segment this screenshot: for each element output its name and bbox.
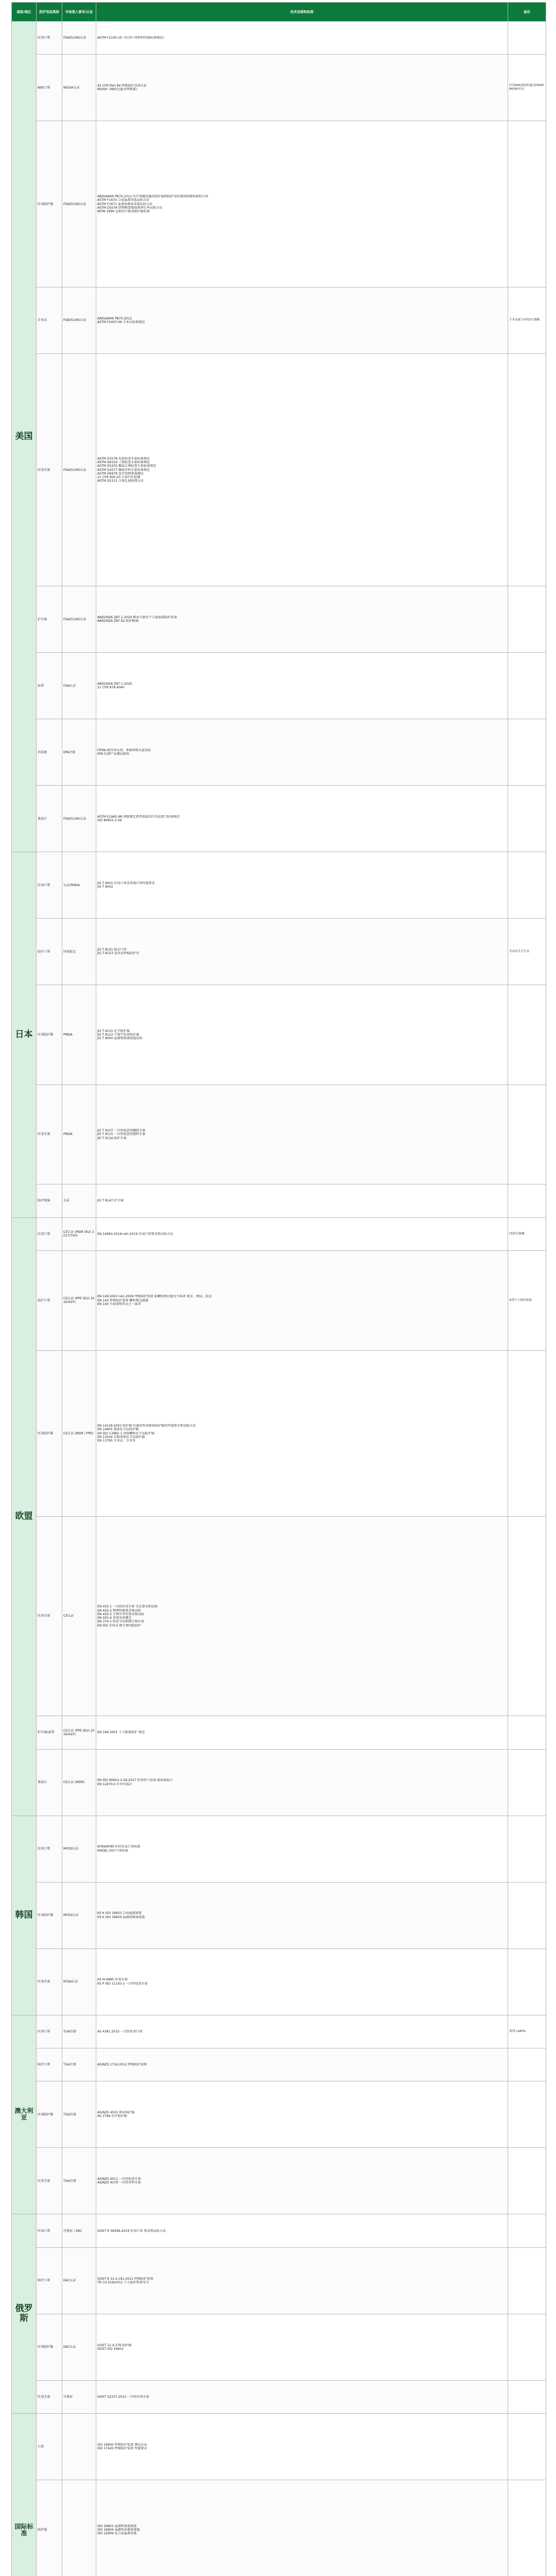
standard-line: EPA 抗菌产品测试指南 [97, 752, 129, 756]
standard-line: EN 374-1 防化学品和微生物手套 [97, 1620, 144, 1624]
certification-cell: TGA注册 [62, 2048, 96, 2081]
standard-line: GOST ISO 16603 [97, 2347, 124, 2351]
category-cell: 护目镜/面罩 [37, 1716, 62, 1749]
category-cell: 面罩 [37, 653, 62, 719]
standard-line: GOST R 58396-2019 医用口罩 要求和试验方法 [97, 2229, 166, 2233]
category-cell: 医用口罩 [37, 1217, 62, 1250]
standard-line: JIS T 8147 护目镜 [97, 1199, 124, 1203]
table-header [12, 3, 546, 22]
certification-cell: FDA(510K)认证 [62, 586, 96, 653]
standards-cell [96, 919, 508, 985]
standard-line: ASTM D5151 手套孔洞检测方法 [97, 479, 144, 483]
certification-cell: MFDS认证 [62, 1816, 96, 1882]
standards-cell [96, 2314, 508, 2380]
category-cell: 医用口罩 [37, 1816, 62, 1882]
certification-cell: FDA(510K)认证 [62, 121, 96, 287]
certification-cell: FDA(510K)认证 [62, 22, 96, 55]
certification-cell: FDA(510K)认证 [62, 287, 96, 353]
certification-cell: EAC认证 [62, 2314, 96, 2380]
col-notes: 备注 [508, 3, 546, 22]
standard-line: ANSI/ISEA Z87.1-2020 [97, 682, 132, 686]
certification-cell: CE认证 (PPE (EU) 2016/425) [62, 1716, 96, 1749]
certification-cell: FDA(510K)认证 [62, 786, 96, 852]
category-cell: 防护口罩 [37, 2048, 62, 2081]
category-cell: 防护眼镜 [37, 1184, 62, 1217]
certification-cell: EPA注册 [62, 719, 96, 786]
standards-cell [96, 2247, 508, 2314]
standard-line: EN 149:2001+A1:2009 呼吸防护装置 防颗粒物过滤式半面罩 要求、测试、标记 [97, 1295, 212, 1299]
country-cell: 美国 [12, 22, 37, 852]
standard-line: AS 4381:2015 一次性医用口罩 [97, 2029, 143, 2033]
certification-cell: 注册证 / EAC [62, 2214, 96, 2247]
note-cell: 手术衣属于II类医疗器械 [508, 287, 546, 353]
standard-line: JIS T 9107 一次性检查用橡胶手套 [97, 1129, 146, 1133]
table-row [12, 2048, 546, 2081]
standard-line: NFPA 1999 急救医疗服务防护服标准 [97, 210, 150, 214]
standard-line: ASTM F2407-06 手术衣标准规范 [97, 320, 145, 324]
standards-cell [96, 2081, 508, 2148]
standard-line: ISO 22609 抗合成血液穿透 [97, 2532, 137, 2536]
standards-cell [96, 2148, 508, 2214]
standard-line: ISO 16900 呼吸防护装置 测试方法 [97, 2443, 147, 2447]
note-cell [508, 985, 546, 1084]
standard-line: KS P ISO 11193-1 一次性检查手套 [97, 1981, 148, 1986]
note-cell [508, 786, 546, 852]
category-cell: 消毒液 [37, 719, 62, 786]
category-cell: 医用防护服 [37, 985, 62, 1084]
standard-line: AS 3789 医疗防护服 [97, 2114, 127, 2119]
note-cell [508, 2214, 546, 2247]
standard-line: ANSI/AAMI PB70:2012 医疗保健设施用防护服和防护帘的液体阻隔性能和分类 [97, 194, 208, 198]
note-cell [508, 2480, 546, 2576]
certification-cell: TGA注册 [62, 2081, 96, 2148]
category-cell: 防护口罩 [37, 2247, 62, 2314]
note-cell [508, 2081, 546, 2148]
table-row [12, 1084, 546, 1184]
note-cell [508, 1517, 546, 1716]
category-cell: 医用防护服 [37, 121, 62, 287]
standard-line: 42 CFR Part 84 呼吸防护设备认证 [97, 84, 147, 88]
certification-cell: EAC认证 [62, 2247, 96, 2314]
country-cell: 俄罗斯 [12, 2214, 37, 2414]
standard-line: 21 CFR 800.20 手套针孔检测 [97, 476, 141, 480]
standards-cell [96, 586, 508, 653]
standard-line: JIS T 8151 防尘口罩 [97, 947, 127, 952]
standards-cell [96, 55, 508, 121]
country-cell: 澳大利亚 [12, 2015, 37, 2214]
standards-cell [96, 2015, 508, 2048]
category-cell: 医用口罩 [37, 22, 62, 55]
table-row [12, 2081, 546, 2148]
certification-cell: CE认证 [62, 1517, 96, 1716]
standard-line: TR CU 019/2011 个人防护装备安全 [97, 2280, 149, 2284]
standard-line: EN ISO 80601-2-56:2017 医用电气设备 临床体温计 [97, 1778, 173, 1783]
note-cell [508, 2148, 546, 2214]
standards-cell [96, 1749, 508, 1816]
category-cell: 防护口罩 [37, 1251, 62, 1350]
standard-line: GOST 12.4.279 防护服 [97, 2343, 132, 2347]
standard-line: EN 455-4 货架寿命测定 [97, 1616, 132, 1620]
note-cell [508, 2380, 546, 2413]
note-cell [508, 653, 546, 719]
standard-line: KS K ISO 16603 合成血液渗透 [97, 1911, 142, 1916]
certification-cell: 国家检定 [62, 919, 96, 985]
table-row [12, 1882, 546, 1948]
category-cell: 医用手套 [37, 1948, 62, 2015]
certification-cell: 注册证 [62, 2380, 96, 2413]
standard-line: JIS T 9001 医用口罩及普通口罩性能要求 [97, 882, 155, 885]
table-row [12, 1716, 546, 1749]
standard-line: JIS T 9002 [97, 885, 113, 889]
category-cell: 医用口罩 [37, 852, 62, 919]
standards-cell [96, 2380, 508, 2413]
table-row [12, 22, 546, 55]
certification-cell: FDA认证 [62, 653, 96, 719]
standard-line: ASTM D5034 织物断裂强度和伸长率试验方法 [97, 206, 163, 210]
table-row [12, 919, 546, 985]
standards-cell [96, 653, 508, 719]
standard-line: KS K ISO 16604 血液病原体渗透 [97, 1915, 145, 1919]
note-cell [508, 1350, 546, 1516]
standards-cell [96, 1948, 508, 2015]
table-row [12, 1184, 546, 1217]
standard-line: EN 166:2001 个人眼部防护 规范 [97, 1731, 145, 1735]
table-row [12, 852, 546, 919]
standard-line: NIOSH《N95过滤式呼吸器》 [97, 88, 139, 92]
note-cell: 劳动安全卫生法 [508, 919, 546, 985]
standard-line: ASTM F1671 血液病原体穿透试验方法 [97, 202, 152, 206]
table-row [12, 2148, 546, 2214]
category-cell: 医用防护服 [37, 1350, 62, 1516]
standard-line: EN ISO 13982-1 固体颗粒化学品防护服 [97, 1431, 155, 1435]
standard-line: EN 455-2 物理性能要求和试验 [97, 1608, 141, 1613]
standards-cell [96, 2048, 508, 2081]
category-cell: 医用手套 [37, 2380, 62, 2413]
note-cell [508, 121, 546, 287]
col-standards: 技术法规和标准 [96, 3, 508, 22]
standard-line: ASTM D6319 丁腈检查手套标准规范 [97, 460, 150, 464]
certification-cell: FDA(510K)认证 [62, 353, 96, 586]
certification-cell: PMDA [62, 1084, 96, 1184]
certification-cell: CE认证 (MDR (EU) 2017/745) [62, 1217, 96, 1250]
standard-line: ASTM D5250 聚氯乙烯检查手套标准规范 [97, 464, 157, 468]
certification-cell: TGA注册 [62, 2015, 96, 2048]
standards-cell [96, 2414, 508, 2480]
standard-line: 21 CFR 878.4040 [97, 686, 125, 690]
table-row [12, 55, 546, 121]
standard-line: JIS T 8115 化学防护服 [97, 1029, 130, 1033]
standards-cell [96, 1882, 508, 1948]
table-row [12, 287, 546, 353]
standards-cell [96, 985, 508, 1084]
col-certification: 市场准入要求/认证 [62, 3, 96, 22]
country-cell: 欧盟 [12, 1217, 37, 1816]
standard-line: JIS T 9115 一次性检查用塑料手套 [97, 1132, 146, 1137]
standards-cell [96, 786, 508, 852]
certification-cell: CE认证 (MDR) [62, 1749, 96, 1816]
table-row [12, 1350, 546, 1516]
note-cell [508, 852, 546, 919]
category-cell: 口罩 [37, 2414, 62, 2480]
category-cell: 医用手套 [37, 353, 62, 586]
certification-cell [62, 2480, 96, 2576]
note-cell [508, 353, 546, 586]
certification-cell: 认证/PMDA [62, 852, 96, 919]
table-row [12, 1517, 546, 1716]
standard-line: KF94/KF80 医药外品口罩标准 [97, 1845, 141, 1849]
col-country: 国家/地区 [12, 3, 37, 22]
standards-cell [96, 1184, 508, 1217]
certification-cell: CE认证 (PPE (EU) 2016/425) [62, 1251, 96, 1350]
standard-line: EN 13034 有限液体化学品防护服 [97, 1435, 145, 1439]
certification-cell [62, 2414, 96, 2480]
table-row [12, 1816, 546, 1882]
note-cell [508, 2247, 546, 2314]
table-row [12, 586, 546, 653]
note-cell: 医用N95需同时通过FDA和NIOSH认证 [508, 55, 546, 121]
category-cell: 医用防护服 [37, 2081, 62, 2148]
table-row [12, 2214, 546, 2247]
standards-cell [96, 1517, 508, 1716]
category-cell: 医用手套 [37, 1517, 62, 1716]
note-cell [508, 1184, 546, 1217]
standard-line: JIS T 8153 送风式呼吸防护具 [97, 952, 140, 956]
table-row [12, 2247, 546, 2314]
country-cell: 国际标准 [12, 2414, 37, 2576]
table-row [12, 2480, 546, 2576]
standards-cell [96, 1084, 508, 1184]
category-cell: 医用手套 [37, 2148, 62, 2214]
standard-line: EN 14126:2003 防护服 抗感染性病原体防护服的性能要求和试验方法 [97, 1424, 196, 1428]
category-cell: 体温计 [37, 786, 62, 852]
standard-line: EN ISO 374-5 微生物风险防护 [97, 1623, 142, 1628]
standards-cell [96, 1350, 508, 1516]
standard-line: EN 13795 手术衣、手术单 [97, 1439, 136, 1443]
note-cell: I类医疗器械 [508, 1217, 546, 1250]
category-cell: 护目镜 [37, 586, 62, 653]
standard-line: AS/NZS 4501 职业防护服 [97, 2111, 135, 2115]
note-cell [508, 586, 546, 653]
standard-line: EN 455-3 生物学评价要求和试验 [97, 1612, 144, 1616]
table-row [12, 1251, 546, 1350]
standards-cell [96, 2480, 508, 2576]
note-cell [508, 22, 546, 55]
standards-cell [96, 852, 508, 919]
category-cell: N95口罩 [37, 55, 62, 121]
standard-line: AS/NZS 4179 一次性外科手套 [97, 2181, 141, 2185]
standards-cell [96, 719, 508, 786]
standard-line: JIS T 8060 血液和体液渗透试验 [97, 1037, 143, 1041]
standard-line: ISO 16604 血源性病原体渗透 [97, 2528, 140, 2532]
category-cell: 防护口罩 [37, 919, 62, 985]
standards-cell [96, 1716, 508, 1749]
standard-line: ASTM F2100-19《医用口罩材料性能标准规范》 [97, 36, 166, 40]
standard-line: ISO 80601-2-56 [97, 819, 122, 823]
note-cell [508, 1882, 546, 1948]
table-row [12, 719, 546, 786]
standard-line: ASTM D3577 橡胶外科手套标准规范 [97, 468, 150, 472]
table-row [12, 121, 546, 287]
table-row [12, 2314, 546, 2380]
note-cell [508, 2414, 546, 2480]
certification-cell: 认证 [62, 1184, 96, 1217]
standard-line: ANSI/ISEA Z87.62 防护眼镜 [97, 619, 138, 623]
standard-line: EN 140 半面罩和四分之一面罩 [97, 1302, 141, 1307]
table-row [12, 985, 546, 1084]
certification-cell: CE认证 (MDR / PPE) [62, 1350, 96, 1516]
standard-line: EN 14605 液体化学品防护服 [97, 1428, 139, 1432]
note-cell: 需列入ARTG [508, 2015, 546, 2048]
table-row [12, 1217, 546, 1250]
category-cell: 医用口罩 [37, 2015, 62, 2048]
standard-line: KS M 6885 医用手套 [97, 1978, 128, 1982]
standard-line: ANSI/AAMI PB70:2012 [97, 316, 132, 320]
table-row [12, 1948, 546, 2015]
standard-line: AS/NZS 4011 一次性检查手套 [97, 2177, 141, 2181]
standard-line: ANSI/ISEA Z87.1-2020 职业与教育个人眼面部防护装置 [97, 616, 177, 620]
standard-line: GOST R 12.4.191-2011 呼吸防护装置 [97, 2277, 153, 2281]
category-cell: 防护服 [37, 2480, 62, 2576]
country-cell: 韩国 [12, 1816, 37, 2015]
standards-cell [96, 353, 508, 586]
certification-cell: KFDA认证 [62, 1948, 96, 2015]
standard-line: EN 14683:2019+AC:2019 医用口罩要求和试验方法 [97, 1232, 173, 1236]
standard-line: EN 143 呼吸防护装置 颗粒物过滤器 [97, 1298, 148, 1302]
table-row [12, 653, 546, 719]
certification-cell: TGA注册 [62, 2148, 96, 2214]
standard-line: ASTM F1670 合成血液穿透试验方法 [97, 198, 149, 202]
standard-line: FIFRA 联邦杀虫剂、杀菌剂和灭鼠剂法 [97, 749, 151, 753]
standard-line: ASTM E1965-98 间歇测定患者体温的红外温度计标准规范 [97, 815, 180, 819]
standards-table [11, 2, 546, 2576]
standard-line: ISO 16603 血液和体液渗透 [97, 2524, 137, 2528]
category-cell: 体温计 [37, 1749, 62, 1816]
standards-cell [96, 1217, 508, 1250]
standard-line: ISO 17420 呼吸防护装置 性能要求 [97, 2447, 147, 2451]
standards-cell [96, 22, 508, 55]
standard-line: ASTM D3578 乳胶检查手套标准规范 [97, 456, 150, 461]
certification-cell: NIOSH认证 [62, 55, 96, 121]
standard-line: ASTM D6978 化疗药物渗透测试 [97, 471, 144, 476]
note-cell: III类个人防护装备 [508, 1251, 546, 1350]
certification-cell: PMDA [62, 985, 96, 1084]
category-cell: 医用手套 [37, 1084, 62, 1184]
note-cell [508, 2314, 546, 2380]
note-cell [508, 719, 546, 786]
category-cell: 医用防护服 [37, 2314, 62, 2380]
note-cell [508, 1749, 546, 1816]
standard-line: KMOEL 防护口罩标准 [97, 1849, 128, 1853]
standards-cell [96, 287, 508, 353]
country-cell: 日本 [12, 852, 37, 1217]
table-row [12, 2414, 546, 2480]
standard-line: EN 12470-5 红外耳温计 [97, 1782, 133, 1786]
table-row [12, 1749, 546, 1816]
standard-line: AS/NZS 1716:2012 呼吸防护装置 [97, 2063, 147, 2067]
table-body [12, 22, 546, 2576]
table-row [12, 786, 546, 852]
standard-line: JIS T 9116 防护手套 [97, 1136, 127, 1140]
table-row [12, 353, 546, 586]
standard-line: EN 455-1 一次性医用手套 无孔要求和试验 [97, 1605, 158, 1609]
standard-line: GOST 32337-2013 一次性医用手套 [97, 2395, 149, 2399]
note-cell [508, 2048, 546, 2081]
certification-cell: MFDS认证 [62, 1882, 96, 1948]
standards-cell [96, 1251, 508, 1350]
category-cell: 医用口罩 [37, 2214, 62, 2247]
col-category: 防护用品类别 [37, 3, 62, 22]
table-row [12, 2380, 546, 2413]
category-cell: 手术衣 [37, 287, 62, 353]
note-cell [508, 1948, 546, 2015]
standards-cell [96, 2214, 508, 2247]
standard-line: JIS T 8122 生物学危害防护服 [97, 1032, 140, 1037]
note-cell [508, 1084, 546, 1184]
standards-cell [96, 121, 508, 287]
category-cell: 医用防护服 [37, 1882, 62, 1948]
table-row [12, 2015, 546, 2048]
standards-cell [96, 1816, 508, 1882]
note-cell [508, 1716, 546, 1749]
note-cell [508, 1816, 546, 1882]
